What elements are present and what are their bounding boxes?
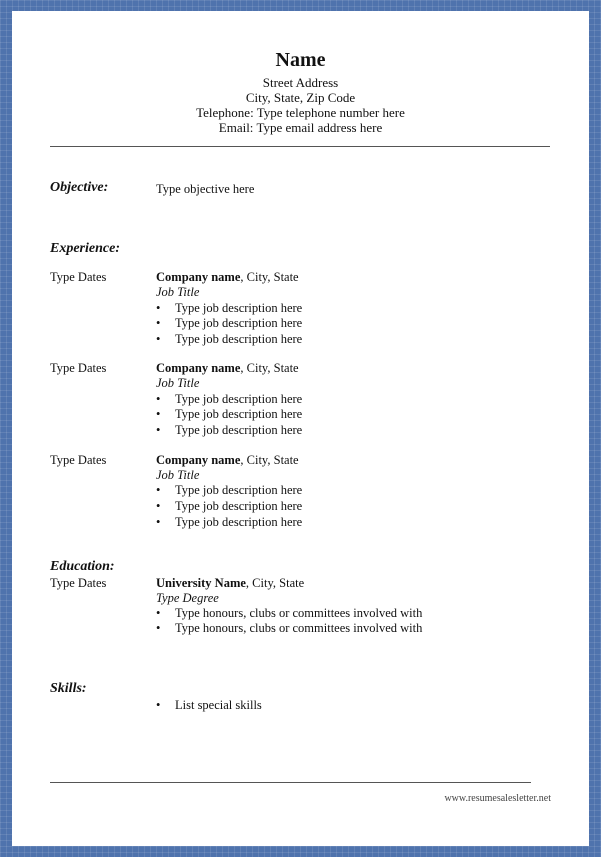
experience-heading: Experience: (50, 241, 120, 256)
company-name: Company name (156, 361, 241, 375)
email: Email: Type email address here (218, 120, 383, 135)
objective-heading: Objective: (50, 180, 109, 195)
bullet-icon: • (156, 301, 161, 315)
job-title: Job Title (156, 468, 200, 482)
job-title: Job Title (156, 285, 200, 299)
company-name: Company name (156, 270, 241, 284)
university-location: , City, State (245, 576, 305, 590)
company-name: Company name (156, 453, 241, 467)
education-heading: Education: (50, 559, 115, 574)
degree: Type Degree (156, 591, 219, 605)
bullet-icon: • (156, 423, 161, 437)
bullet-icon: • (156, 698, 161, 712)
bullet-icon: • (156, 621, 161, 635)
telephone: Telephone: Type telephone number here (196, 105, 405, 120)
job-company-line (156, 361, 299, 376)
job-dates: Type Dates (50, 361, 107, 375)
bullet-icon: • (156, 407, 161, 421)
objective-text: Type objective here (156, 182, 255, 196)
footer-url: www.resumesalesletter.net (444, 793, 551, 804)
university-name: University Name (156, 576, 246, 590)
job-dates: Type Dates (50, 270, 107, 284)
job-company-line (156, 270, 299, 285)
street-address: Street Address (262, 75, 339, 90)
skills-heading: Skills: (50, 681, 87, 696)
bullet-icon: • (156, 483, 161, 497)
bullet-icon: • (156, 332, 161, 346)
footer-divider (50, 782, 531, 783)
resume-name: Name (275, 49, 326, 71)
job-title: Job Title (156, 376, 200, 390)
city-state-zip: City, State, Zip Code (245, 90, 356, 105)
education-dates: Type Dates (50, 576, 107, 590)
header-divider (50, 146, 550, 147)
company-location: , City, State (240, 453, 299, 467)
job-company-line (156, 453, 299, 468)
bullet-icon: • (156, 606, 161, 620)
university-line (156, 576, 304, 591)
bullet-icon: • (156, 392, 161, 406)
company-location: , City, State (240, 361, 299, 375)
resume-page: Name Street Address City, State, Zip Code Telephone: Type telephone number here Email: Type email address here Objective: Type objective here Experience: Type Dates Company name, City, State Job Title • Type job description here • Type job description here • Type job description here Type Dates Company name, City, State Job Title • Type job description here • Type job description here • Type job description here Type Dates Company name, City, State Job Title • Type job description here • Type job description here • Type job description here Education: Type Dates University Name, City, State Type Degree • Type honours, clubs or committees involved with • Type honours, clubs or committees involved with Skills: • List special skills www.resumesalesletter.net (12, 11, 589, 846)
bullet-icon: • (156, 515, 161, 529)
bullet-icon: • (156, 316, 161, 330)
job-dates: Type Dates (50, 453, 107, 467)
company-location: , City, State (240, 270, 299, 284)
bullet-icon: • (156, 499, 161, 513)
